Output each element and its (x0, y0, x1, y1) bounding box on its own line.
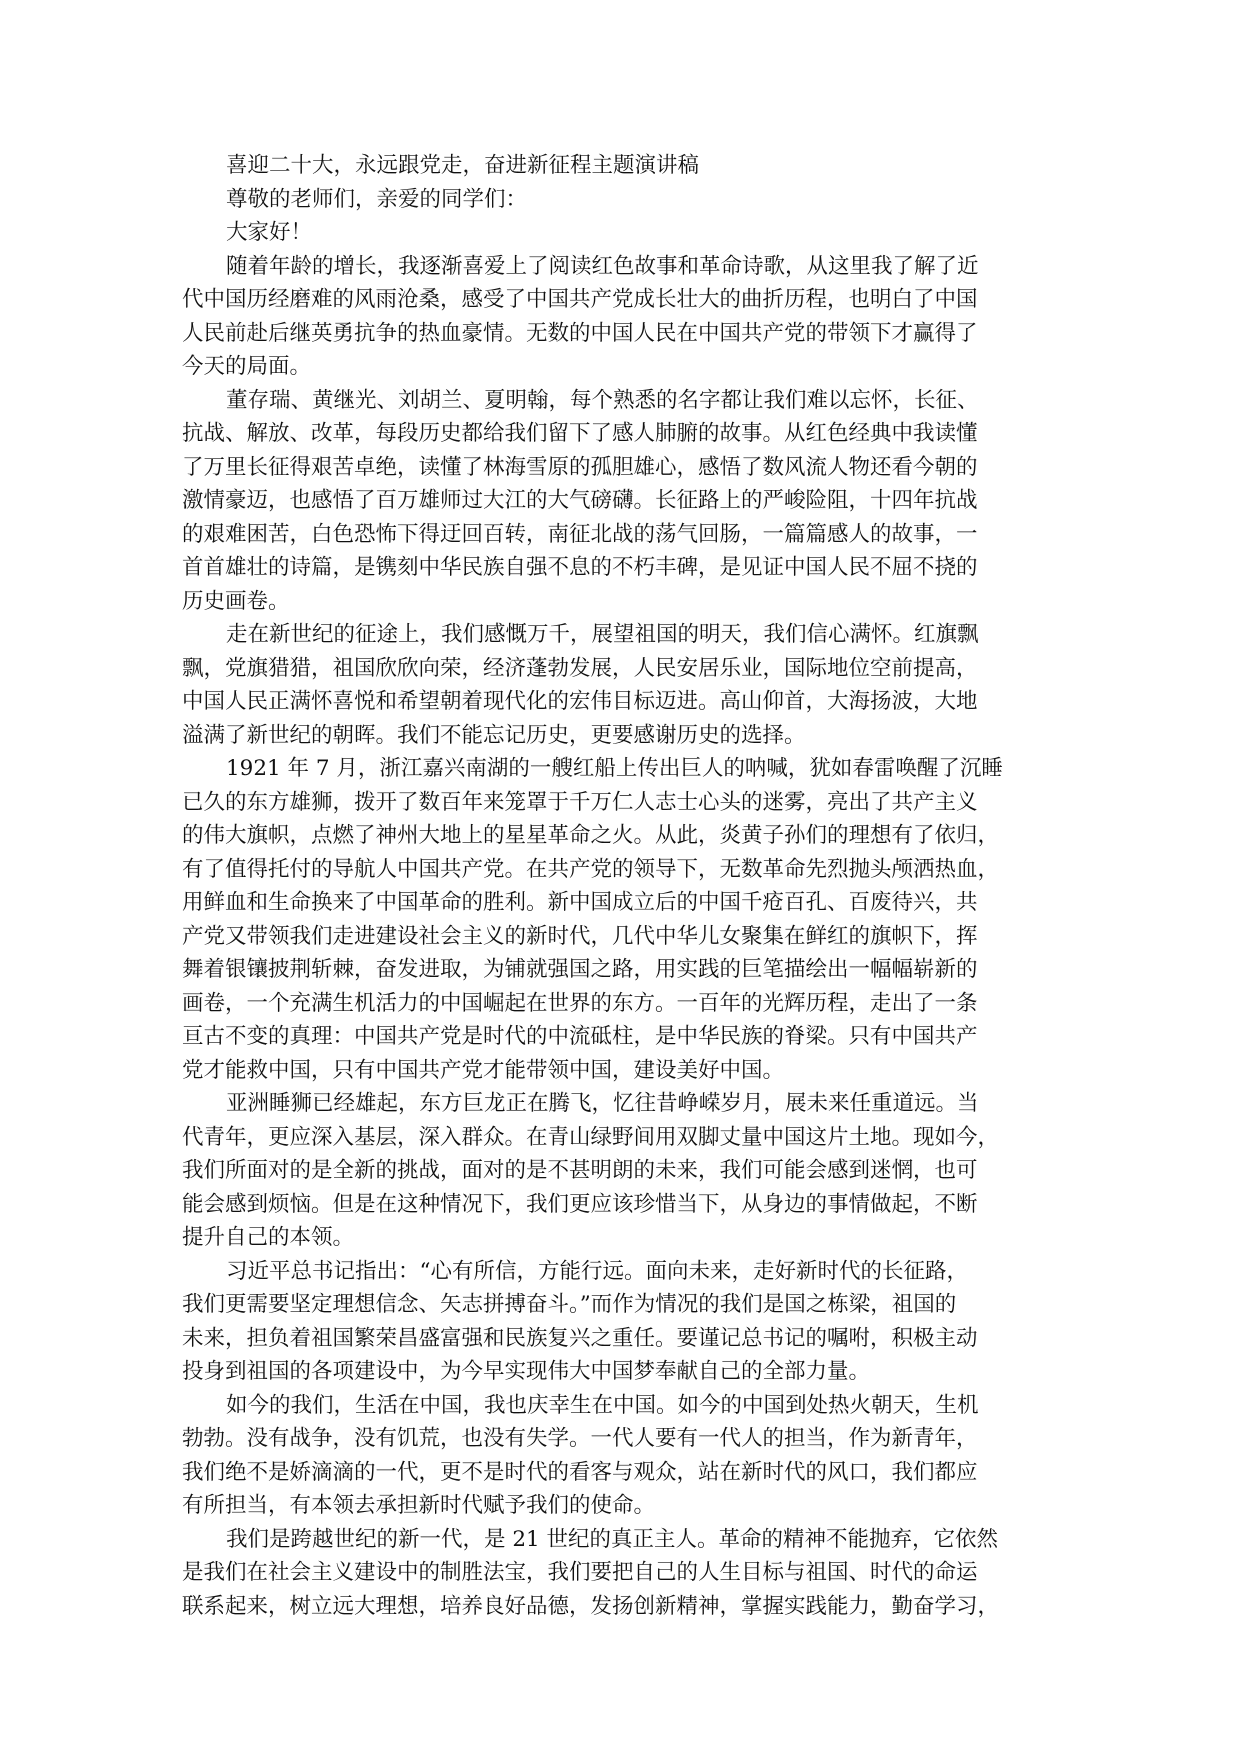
paragraph-line: 亚洲睡狮已经雄起，东方巨龙正在腾飞，忆往昔峥嵘岁月，展未来任重道远。当 (226, 1091, 979, 1116)
paragraph-line: 有所担当，有本领去承担新时代赋予我们的使命。 (182, 1493, 656, 1518)
paragraph (182, 1523, 1062, 1624)
paragraph-line: 溢满了新世纪的朝晖。我们不能忘记历史，更要感谢历史的选择。 (182, 722, 806, 748)
paragraph-line: 首首雄壮的诗篇，是镌刻中华民族自强不息的不朽丰碑，是见证中国人民不屈不挠的 (182, 555, 978, 580)
paragraph-line: 投身到祖国的各项建设中，为今早实现伟大中国梦奉献自己的全部力量。 (182, 1359, 871, 1384)
paragraph-line: 的艰难困苦，白色恐怖下得迂回百转，南征北战的荡气回肠，一篇篇感人的故事，一 (182, 521, 978, 547)
paragraph-line: 了万里长征得艰苦卓绝，读懂了林海雪原的孤胆雄心，感悟了数风流人物还看今朝的 (182, 454, 978, 480)
paragraph-line: 勃勃。没有战争，没有饥荒，也没有失学。一代人要有一代人的担当，作为新青年， (182, 1426, 978, 1451)
paragraph-line: 产党又带领我们走进建设社会主义的新时代，几代中华儿女聚集在鲜红的旗帜下，挥 (182, 923, 978, 949)
paragraph-line: 我们绝不是娇滴滴的一代，更不是时代的看客与观众，站在新时代的风口，我们都应 (182, 1459, 978, 1485)
paragraph-line: 用鲜血和生命换来了中国革命的胜利。新中国成立后的中国千疮百孔、百废待兴，共 (182, 890, 978, 915)
paragraph-line: 有了值得托付的导航人中国共产党。在共产党的领导下，无数革命先烈抛头颅洒热血， (182, 856, 1000, 882)
paragraph-line: 未来，担负着祖国繁荣昌盛富强和民族复兴之重任。要谨记总书记的嘱咐，积极主动 (182, 1325, 978, 1351)
paragraph-line: 我们更需要坚定理想信念、矢志拼搏奋斗。”而作为情况的我们是国之栋梁，祖国的 (182, 1292, 957, 1317)
paragraph (182, 618, 1062, 752)
paragraph-line: 激情豪迈，也感悟了百万雄师过大江的大气磅礴。长征路上的严峻险阻，十四年抗战 (182, 488, 978, 513)
paragraph-line: 随着年龄的增长，我逐渐喜爱上了阅读红色故事和革命诗歌，从这里我了解了近 (226, 253, 979, 279)
paragraph-line: 能会感到烦恼。但是在这种情况下，我们更应该珍惜当下，从身边的事情做起，不断 (182, 1191, 978, 1217)
paragraph-line: 已久的东方雄狮，拨开了数百年来笼罩于千万仁人志士心头的迷雾，亮出了共产主义 (182, 789, 978, 815)
paragraph-line: 人民前赴后继英勇抗争的热血豪情。无数的中国人民在中国共产党的带领下才赢得了 (182, 320, 978, 346)
paragraph-line: 董存瑞、黄继光、刘胡兰、夏明翰，每个熟悉的名字都让我们难以忘怀，长征、 (226, 387, 979, 413)
paragraph-line: 我们是跨越世纪的新一代，是 21 世纪的真正主人。革命的精神不能抛弃，它依然 (226, 1526, 999, 1552)
paragraph-line: 今天的局面。 (182, 354, 312, 379)
paragraph-line: 联系起来，树立远大理想，培养良好品德，发扬创新精神，掌握实践能力，勤奋学习， (182, 1593, 1000, 1619)
paragraph (182, 1389, 1062, 1523)
speech-document (182, 149, 1062, 1623)
paragraph-line: 代青年，更应深入基层，深入群众。在青山绿野间用双脚丈量中国这片土地。现如今， (182, 1124, 1000, 1150)
paragraph-line: 舞着银镶披荆斩棘，奋发进取，为铺就强国之路，用实践的巨笔描绘出一幅幅崭新的 (182, 957, 978, 982)
paragraph-line: 走在新世纪的征途上，我们感慨万千，展望祖国的明天，我们信心满怀。红旗飘 (226, 622, 979, 647)
paragraph (182, 1087, 1062, 1255)
greeting: 大家好！ (226, 220, 313, 245)
paragraph-line: 习近平总书记指出：“心有所信，方能行远。面向未来，走好新时代的长征路， (226, 1258, 968, 1284)
paragraph-line: 提升自己的本领。 (182, 1225, 355, 1250)
paragraph-line: 画卷，一个充满生机活力的中国崛起在世界的东方。一百年的光辉历程，走出了一条 (182, 990, 978, 1016)
paragraph (182, 250, 1062, 384)
body-paragraphs (182, 250, 1062, 1624)
paragraph-line: 代中国历经磨难的风雨沧桑，感受了中国共产党成长壮大的曲折历程，也明白了中国 (182, 287, 978, 312)
paragraph (182, 384, 1062, 619)
paragraph-line: 飘，党旗猎猎，祖国欣欣向荣，经济蓬勃发展，人民安居乐业，国际地位空前提高， (182, 655, 978, 681)
paragraph-line: 党才能救中国，只有中国共产党才能带领中国，建设美好中国。 (182, 1057, 785, 1083)
salutation: 尊敬的老师们，亲爱的同学们： (226, 186, 528, 212)
paragraph-line: 历史画卷。 (182, 588, 290, 614)
paragraph-line: 我们所面对的是全新的挑战，面对的是不甚明朗的未来，我们可能会感到迷惘，也可 (182, 1158, 978, 1183)
paragraph-line: 中国人民正满怀喜悦和希望朝着现代化的宏伟目标迈进。高山仰首，大海扬波，大地 (182, 689, 978, 714)
paragraph (182, 1255, 1062, 1389)
paragraph-line: 抗战、解放、改革，每段历史都给我们留下了感人肺腑的故事。从红色经典中我读懂 (182, 421, 978, 446)
paragraph-line: 1921 年 7 月，浙江嘉兴南湖的一艘红船上传出巨人的呐喊，犹如春雷唤醒了沉睡 (226, 756, 1003, 781)
paragraph-line: 的伟大旗帜，点燃了神州大地上的星星革命之火。从此，炎黄子孙们的理想有了依归， (182, 823, 1000, 848)
paragraph-line: 如今的我们，生活在中国，我也庆幸生在中国。如今的中国到处热火朝天，生机 (226, 1392, 979, 1418)
paragraph-line: 是我们在社会主义建设中的制胜法宝，我们要把自己的人生目标与祖国、时代的命运 (182, 1560, 978, 1585)
document-title: 喜迎二十大，永远跟党走，奋进新征程主题演讲稿 (226, 153, 700, 178)
paragraph (182, 752, 1062, 1087)
paragraph-line: 亘古不变的真理：中国共产党是时代的中流砥柱，是中华民族的脊梁。只有中国共产 (182, 1024, 978, 1049)
